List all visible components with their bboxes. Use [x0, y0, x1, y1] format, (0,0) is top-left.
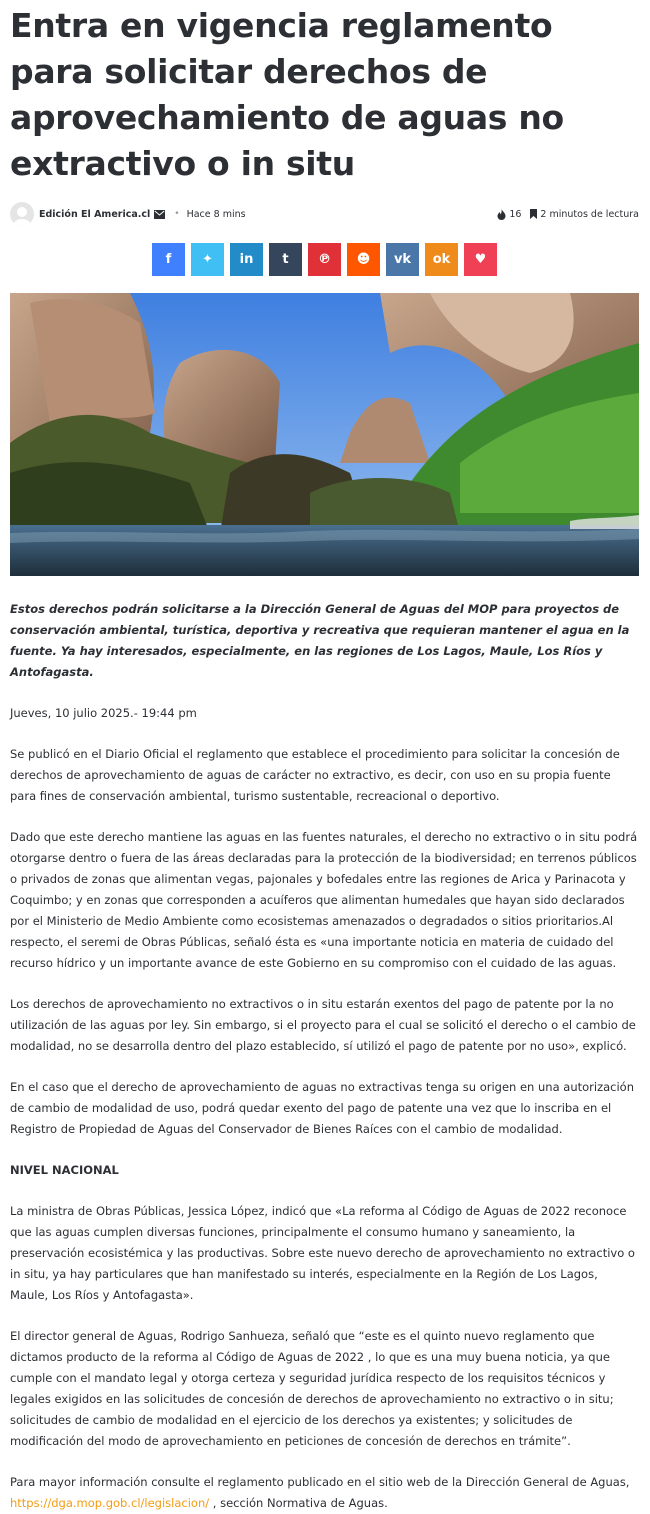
- separator-dot: •: [174, 209, 180, 219]
- paragraph: El director general de Aguas, Rodrigo Sanhueza, señaló que “este es el quinto nuevo reglamento que dictamos producto de la reforma al Código de Aguas de 2022 , lo que es una muy buena noticia, ya que cumple con el mandato legal y otorga certeza y seguridad jurídica respecto de los requisitos técnicos y legales exigidos en las solicitudes de concesión de derechos de aprovechamiento no extractivo o in situ; solicitudes de cambio de modalidad en el ejercicio de los derechos ya existentes; y solicitudes de modificación del modo de aprovechamiento en peticiones de concesión de derechos en trámite”.: [10, 1329, 614, 1448]
- article-lead: Estos derechos podrán solicitarse a la Dirección General de Aguas del MOP para proyectos de conservación ambiental, turística, deportiva y recreativa que requieran mantener el agua en la fuente. Ya hay interesados, especialmente, en las regiones de Los Lagos, Maule, Los Ríos y Antofagasta.: [10, 602, 630, 679]
- paragraph: Los derechos de aprovechamiento no extractivos o in situ estarán exentos del pago de patente por la no utilización de las aguas por ley. Sin embargo, si el proyecto para el cual se solicitó el derecho o el cambio de modalidad, no se desarrolla dentro del plazo establecido, sí utilizó el pago de patente por no uso», explicó.: [10, 997, 636, 1053]
- views-count: 16: [497, 209, 521, 220]
- final-text: Para mayor información consulte el reglamento publicado en el sitio web de la Dirección General de Aguas,: [10, 1475, 630, 1489]
- share-button-vk[interactable]: [386, 243, 419, 276]
- final-text-after: , sección Normativa de Aguas.: [209, 1496, 388, 1510]
- article-meta: [10, 200, 639, 228]
- share-button-pocket[interactable]: [464, 243, 497, 276]
- paragraph: En el caso que el derecho de aprovechamiento de aguas no extractivas tenga su origen en una autorización de cambio de modalidad de uso, podrá quedar exento del pago de patente una vez que lo inscriba en el Registro de Propiedad de Aguas del Conservador de Bienes Raíces con el cambio de modalidad.: [10, 1080, 634, 1136]
- share-button-tumblr[interactable]: [269, 243, 302, 276]
- share-button-odnoklassniki[interactable]: [425, 243, 458, 276]
- paragraph: Dado que este derecho mantiene las aguas en las fuentes naturales, el derecho no extractivo o in situ podrá otorgarse dentro o fuera de las áreas declaradas para la protección de la biodiversidad; en terrenos públicos o privados de zonas que alimentan vegas, pajonales y bofedales entre las regiones de Arica y Parinacota y Coquimbo; y en zonas que corresponden a acuíferos que alimentan humedales que hayan sido declarados por el Ministerio de Medio Ambiente como ecosistemas amenazados o degradados o sitios prioritarios.Al respecto, el seremi de Obras Públicas, señaló ésta es «una importante noticia en materia de cuidado del recurso hídrico y un importante avance de este Gobierno en su compromiso con el cuidado de las aguas.: [10, 830, 638, 970]
- time-ago: Hace 8 mins: [186, 208, 246, 220]
- user-icon: [10, 202, 34, 226]
- paragraph: La ministra de Obras Públicas, Jessica López, indicó que «La reforma al Código de Aguas de 2022 reconoce que las aguas cumplen diversas funciones, principalmente el consumo humano y saneamiento, la preservación ecosistémica y las productivas. Sobre este nuevo derecho de aprovechamiento no extractivo o in situ, ya hay particulares que han manifestado su interés, especialmente en la Región de Los Lagos, Maule, Los Ríos y Antofagasta».: [10, 1204, 635, 1302]
- tumblr-icon: t: [282, 252, 289, 267]
- linkedin-icon: in: [239, 252, 254, 267]
- section-heading: NIVEL NACIONAL: [10, 1163, 119, 1177]
- odnoklassniki-icon: ok: [432, 252, 451, 267]
- article-date: Jueves, 10 julio 2025.- 19:44 pm: [10, 706, 197, 720]
- fire-icon: [497, 209, 506, 220]
- paragraph: Se publicó en el Diario Oficial el reglamento que establece el procedimiento para solicitar la concesión de derechos de aprovechamiento de aguas de carácter no extractivo, es decir, con uso en su propia fuente para fines de conservación ambiental, turismo sustentable, recreacional o deportivo.: [10, 747, 620, 803]
- share-button-twitter[interactable]: [191, 243, 224, 276]
- article-hero-image: [10, 293, 639, 576]
- pocket-icon: ♥: [474, 252, 487, 267]
- bookmark-icon: [530, 209, 537, 219]
- vk-icon: vk: [393, 252, 412, 267]
- paragraph-final: [10, 1472, 639, 1514]
- legislation-link[interactable]: https://dga.mop.gob.cl/legislacion/: [10, 1496, 210, 1510]
- reddit-icon: ☻: [356, 252, 371, 267]
- share-button-linkedin[interactable]: [230, 243, 263, 276]
- share-bar: [10, 243, 639, 276]
- share-button-reddit[interactable]: [347, 243, 380, 276]
- share-button-pinterest[interactable]: [308, 243, 341, 276]
- twitter-icon: ✦: [202, 252, 213, 267]
- facebook-icon: f: [165, 252, 172, 267]
- pinterest-icon: ℗: [318, 252, 331, 267]
- envelope-icon[interactable]: [154, 210, 165, 219]
- read-time: 2 minutos de lectura: [530, 209, 639, 220]
- share-button-facebook[interactable]: [152, 243, 185, 276]
- avatar[interactable]: [10, 202, 34, 226]
- author-name[interactable]: Edición El America.cl: [39, 208, 151, 220]
- article-title: Entra en vigencia reglamento para solicitar derechos de aprovechamiento de aguas no extractivo o in situ: [10, 6, 564, 183]
